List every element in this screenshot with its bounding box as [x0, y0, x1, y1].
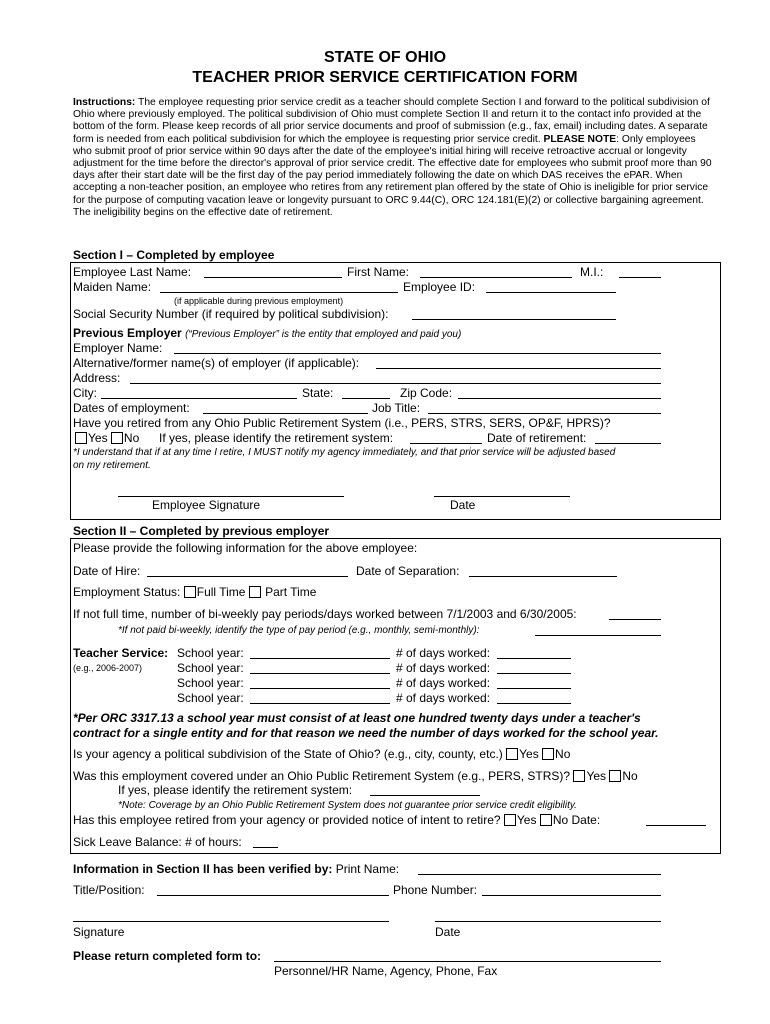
employee-id-field[interactable]	[486, 292, 616, 293]
subdivision-question: Is your agency a political subdivision of the State of Ohio? (e.g., city, county, etc.) Yes No	[73, 747, 571, 761]
notify-statement-cont: on my retirement.	[73, 460, 151, 471]
return-to-field[interactable]	[274, 961, 661, 962]
employee-signature-label: Employee Signature	[152, 498, 261, 512]
subdivision-yes-checkbox[interactable]	[506, 748, 518, 760]
please-note-label: PLEASE NOTE	[543, 133, 617, 145]
instructions: Instructions: The employee requesting prior service credit as a teacher should complete Section I and forward to the political subdivision of Ohio where previously employed. The political subdivision of Ohio must complete Section II and return it to the contact info provided at the bottom of the form. Please keep records of all prior service documents and proof of submission (e.g., fax, email) including dates. A separate form is needed from each political subdivision for which the employee is requesting prior service credit. PLEASE NOTE: Only employees who submit proof of prior service within 90 days after the date of the employee's initial hiring will receive retroactive accrual or longevity adjustment for the time before the director's approval of prior service credit. The effective date for employees who submit proof more than 90 days after their start date will be the first day of the pay period immediately following the date on which DAS receives the ePAR. When accepting a non-teacher position, an employee who retires from any retirement plan offered by the state of Ohio is ineligible for prior service for the purpose of computing vacation leave or longevity pursuant to ORC 9.44(C), ORC 124.181(E)(2) or collective bargaining agreement. The ineligibility begins on the effective date of retirement.	[73, 97, 712, 218]
intent-retire-question: Has this employee retired from your agency or provided notice of intent to retire? Yes No Date:	[73, 813, 601, 827]
first-name-label: First Name:	[347, 265, 410, 279]
intent-no-checkbox[interactable]	[540, 814, 552, 826]
verified-by: Information in Section II has been verified by: Print Name:	[73, 862, 400, 876]
date-retirement-label: Date of retirement:	[487, 431, 587, 445]
previous-employer-heading: Previous Employer (“Previous Employer” is the entity that employed and paid you)	[73, 326, 462, 340]
subdivision-no-checkbox[interactable]	[542, 748, 554, 760]
days-worked-label: # of days worked:	[396, 691, 491, 705]
last-name-field[interactable]	[204, 277, 342, 278]
alt-name-label: Alternative/former name(s) of employer (if applicable):	[73, 356, 360, 370]
retired-yes-checkbox[interactable]	[75, 432, 87, 444]
form-title-state: STATE OF OHIO	[323, 49, 447, 66]
section-2-heading: Section II – Completed by previous employer	[73, 524, 330, 538]
pay-periods-field[interactable]	[609, 619, 661, 620]
school-year-field-3[interactable]	[250, 688, 390, 689]
mi-label: M.I.:	[580, 265, 604, 279]
job-title-label: Job Title:	[372, 401, 421, 415]
part-time-checkbox[interactable]	[249, 586, 261, 598]
identify-system-label: If yes, please identify the retirement system:	[159, 431, 394, 445]
school-year-label: School year:	[177, 691, 244, 705]
phone-number-field[interactable]	[482, 895, 661, 896]
school-year-field-2[interactable]	[250, 673, 390, 674]
days-worked-field-4[interactable]	[497, 703, 571, 704]
employee-id-label: Employee ID:	[403, 280, 476, 294]
days-worked-field-1[interactable]	[497, 658, 571, 659]
date-retirement-field[interactable]	[595, 443, 661, 444]
alt-name-field[interactable]	[376, 368, 661, 369]
intent-yes-checkbox[interactable]	[504, 814, 516, 826]
full-time-checkbox[interactable]	[184, 586, 196, 598]
school-year-label: School year:	[177, 646, 244, 660]
school-year-field-4[interactable]	[250, 703, 390, 704]
intent-date-field[interactable]	[646, 825, 706, 826]
verifier-signature-label: Signature	[73, 925, 125, 939]
maiden-name-label: Maiden Name:	[73, 280, 152, 294]
job-title-field[interactable]	[428, 413, 661, 414]
school-year-field-1[interactable]	[250, 658, 390, 659]
address-label: Address:	[73, 371, 121, 385]
date-separation-field[interactable]	[469, 576, 617, 577]
employer-name-label: Employer Name:	[73, 341, 163, 355]
employee-date-label: Date	[450, 498, 476, 512]
state-field[interactable]	[342, 398, 390, 399]
form-title: TEACHER PRIOR SERVICE CERTIFICATION FORM	[192, 69, 578, 86]
school-year-label: School year:	[177, 661, 244, 675]
employee-date-line[interactable]	[434, 496, 570, 497]
retirement-system-field[interactable]	[410, 443, 482, 444]
days-worked-field-2[interactable]	[497, 673, 571, 674]
return-to-label: Please return completed form to:	[73, 949, 262, 963]
covered-yes-checkbox[interactable]	[573, 770, 585, 782]
covered-no-checkbox[interactable]	[609, 770, 621, 782]
orc-requirement-cont: contract for a single entity and for that reason we need the number of days worked for the school year.	[73, 726, 659, 740]
pay-period-type-field[interactable]	[535, 635, 661, 636]
verifier-signature-line[interactable]	[73, 921, 389, 922]
days-worked-label: # of days worked:	[396, 661, 491, 675]
pay-periods-question: If not full time, number of bi-weekly pay periods/days worked between 7/1/2003 and 6/30/2005:	[73, 607, 577, 621]
covered-question: Was this employment covered under an Ohio Public Retirement System (e.g., PERS, STRS)? Yes No	[73, 769, 638, 783]
sick-leave-label: Sick Leave Balance: # of hours:	[73, 835, 242, 849]
days-worked-field-3[interactable]	[497, 688, 571, 689]
retired-options: Yes No	[75, 431, 139, 445]
phone-number-label: Phone Number:	[393, 883, 478, 897]
date-hire-field[interactable]	[147, 576, 348, 577]
verifier-date-line[interactable]	[435, 921, 661, 922]
retired-no-checkbox[interactable]	[111, 432, 123, 444]
date-hire-label: Date of Hire:	[73, 564, 141, 578]
city-field[interactable]	[101, 398, 297, 399]
first-name-field[interactable]	[420, 277, 572, 278]
employee-signature-line[interactable]	[118, 496, 344, 497]
return-to-caption: Personnel/HR Name, Agency, Phone, Fax	[274, 964, 498, 978]
coverage-note: *Note: Coverage by an Ohio Public Retirement System does not guarantee prior service credit eligibility.	[118, 800, 577, 811]
dates-employment-label: Dates of employment:	[73, 401, 190, 415]
employer-name-field[interactable]	[174, 353, 661, 354]
covered-system-field[interactable]	[370, 795, 480, 796]
school-year-example: (e.g., 2006-2007)	[73, 663, 143, 673]
section-1-heading: Section I – Completed by employee	[73, 248, 275, 262]
retired-question: Have you retired from any Ohio Public Retirement System (i.e., PERS, STRS, SERS, OP&F, HPRS)?	[73, 416, 611, 430]
sick-leave-field[interactable]	[253, 847, 278, 848]
maiden-note: (if applicable during previous employment)	[174, 296, 344, 306]
section-1-box	[70, 262, 721, 520]
maiden-name-field[interactable]	[160, 292, 398, 293]
zip-label: Zip Code:	[400, 386, 453, 400]
days-worked-label: # of days worked:	[396, 676, 491, 690]
pay-periods-note: *If not paid bi-weekly, identify the type of pay period (e.g., monthly, semi-monthly):	[118, 625, 480, 636]
mi-field[interactable]	[619, 277, 661, 278]
dates-employment-field[interactable]	[203, 413, 368, 414]
days-worked-label: # of days worked:	[396, 646, 491, 660]
identify-system-label-2: If yes, please identify the retirement system:	[118, 783, 353, 797]
verifier-date-label: Date	[435, 925, 461, 939]
last-name-label: Employee Last Name:	[73, 265, 192, 279]
section-2-intro: Please provide the following information for the above employee:	[73, 541, 418, 555]
date-separation-label: Date of Separation:	[356, 564, 460, 578]
title-position-label: Title/Position:	[73, 883, 145, 897]
address-field[interactable]	[130, 383, 661, 384]
title-position-field[interactable]	[157, 895, 389, 896]
teacher-service-label: Teacher Service:	[73, 646, 169, 660]
school-year-label: School year:	[177, 676, 244, 690]
ssn-field[interactable]	[412, 319, 616, 320]
city-label: City:	[73, 386, 97, 400]
orc-requirement: *Per ORC 3317.13 a school year must consist of at least one hundred twenty days under a teacher's	[73, 711, 641, 725]
print-name-field[interactable]	[418, 874, 661, 875]
zip-field[interactable]	[458, 398, 661, 399]
state-label: State:	[302, 386, 334, 400]
instructions-label: Instructions:	[73, 97, 136, 108]
ssn-label: Social Security Number (if required by political subdivision):	[73, 307, 389, 321]
notify-statement: *I understand that if at any time I retire, I MUST notify my agency immediately, and that prior service will be adjusted based	[73, 447, 616, 458]
employment-status: Employment Status: Full Time Part Time	[73, 585, 317, 599]
